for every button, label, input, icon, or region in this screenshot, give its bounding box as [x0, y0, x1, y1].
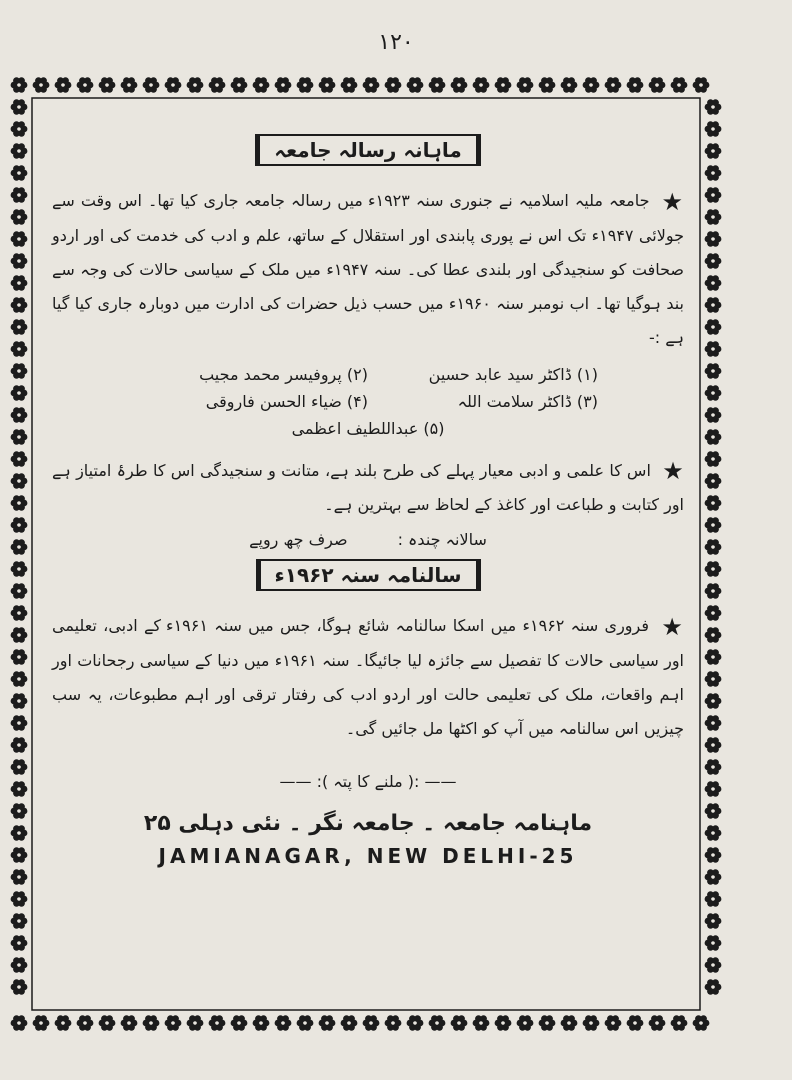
- border-flower: [209, 77, 226, 92]
- border-flower: [473, 1015, 490, 1030]
- border-flower: [11, 957, 28, 972]
- border-flower: [627, 77, 644, 92]
- border-flower: [407, 77, 424, 92]
- border-flower: [297, 1015, 314, 1030]
- border-flower: [165, 1015, 182, 1030]
- border-flower: [297, 77, 314, 92]
- border-flower: [209, 1015, 226, 1030]
- border-flower: [705, 275, 722, 290]
- border-flower: [705, 297, 722, 312]
- editor-3: (۳) ڈاکٹر سلامت اللہ: [457, 391, 598, 411]
- border-flower: [77, 77, 94, 92]
- border-flower: [473, 77, 490, 92]
- border-flower: [11, 297, 28, 312]
- border-flower: [11, 209, 28, 224]
- border-flower: [11, 803, 28, 818]
- intro-paragraph: [52, 184, 684, 355]
- border-flower: [705, 209, 722, 224]
- border-flower: [705, 143, 722, 158]
- border-flower: [11, 429, 28, 444]
- border-flower: [275, 1015, 292, 1030]
- border-flower: [11, 737, 28, 752]
- border-flower: [705, 341, 722, 356]
- border-flower: [11, 77, 28, 92]
- border-flower: [451, 1015, 468, 1030]
- border-flower: [495, 77, 512, 92]
- border-flower: [649, 77, 666, 92]
- border-flower: [705, 561, 722, 576]
- border-flower: [705, 979, 722, 994]
- editor-5: (۵) عبداللطیف اعظمی: [291, 418, 445, 438]
- subscription-row: [52, 530, 684, 549]
- border-flower: [11, 341, 28, 356]
- border-flower: [11, 143, 28, 158]
- border-flower: [11, 847, 28, 862]
- border-flower: [561, 1015, 578, 1030]
- border-flower: [363, 77, 380, 92]
- border-flower: [11, 363, 28, 378]
- border-flower: [55, 1015, 72, 1030]
- border-flower: [705, 451, 722, 466]
- border-flower: [187, 77, 204, 92]
- border-flower: [363, 1015, 380, 1030]
- border-flower: [11, 605, 28, 620]
- border-flower: [11, 913, 28, 928]
- border-flower: [693, 1015, 710, 1030]
- border-flower: [705, 847, 722, 862]
- border-flower: [11, 231, 28, 246]
- border-flower: [705, 891, 722, 906]
- border-flower: [705, 473, 722, 488]
- border-flower: [705, 649, 722, 664]
- border-flower: [11, 825, 28, 840]
- border-flower: [11, 715, 28, 730]
- editors-list: [138, 365, 598, 438]
- heading-box: [52, 134, 684, 166]
- border-flower: [11, 671, 28, 686]
- border-flower: [451, 77, 468, 92]
- border-flower: [429, 77, 446, 92]
- subscription-label: سالانہ چندہ :: [397, 530, 487, 549]
- border-flower: [705, 781, 722, 796]
- border-flower: [143, 77, 160, 92]
- border-flower: [705, 605, 722, 620]
- heading-monthly-jamia: ماہانہ رسالہ جامعہ: [255, 134, 481, 166]
- border-flower: [407, 1015, 424, 1030]
- intro-text: جامعہ ملیہ اسلامیہ نے جنوری سنہ ۱۹۲۳ء میں رسالہ جامعہ جاری کیا تھا۔ اس وقت سے جولائی ۱۹۴۷ء تک اس نے پوری پابندی اور استقلال کے ساتھ، علم و ادب کی خدمت کی اور اردو صحافت کو سنجیدگی اور بلندی عطا کی۔ سنہ ۱۹۴۷ء میں ملک کے سیاسی حالات کی وجہ سے بند ہوگیا تھا۔ اب نومبر سنہ ۱۹۶۰ء میں حسب ذیل حضرات کی ادارت میں دوبارہ جاری کیا گیا ہے :-: [52, 191, 685, 347]
- border-flower: [705, 759, 722, 774]
- border-flower: [705, 319, 722, 334]
- border-flower: [385, 1015, 402, 1030]
- border-flower: [705, 429, 722, 444]
- border-flower: [319, 77, 336, 92]
- border-flower: [429, 1015, 446, 1030]
- border-flower: [11, 121, 28, 136]
- border-flower: [583, 77, 600, 92]
- border-flower: [385, 77, 402, 92]
- border-flower: [11, 473, 28, 488]
- border-flower: [11, 869, 28, 884]
- border-flower: [11, 539, 28, 554]
- border-flower: [121, 77, 138, 92]
- border-flower: [11, 165, 28, 180]
- border-flower: [11, 693, 28, 708]
- border-flower: [705, 671, 722, 686]
- border-flower: [705, 187, 722, 202]
- border-flower: [99, 1015, 116, 1030]
- border-flower: [705, 495, 722, 510]
- border-flower: [33, 77, 50, 92]
- border-flower: [231, 77, 248, 92]
- border-flower: [693, 77, 710, 92]
- border-flower: [99, 77, 116, 92]
- border-flower: [671, 1015, 688, 1030]
- border-flower: [11, 275, 28, 290]
- border-flower: [11, 253, 28, 268]
- border-flower: [11, 935, 28, 950]
- page-number: ١٢٠: [378, 30, 414, 55]
- border-flower: [319, 1015, 336, 1030]
- border-flower: [705, 825, 722, 840]
- border-flower: [705, 121, 722, 136]
- border-flower: [275, 77, 292, 92]
- border-flower: [253, 77, 270, 92]
- border-flower: [705, 253, 722, 268]
- border-flower: [705, 165, 722, 180]
- border-flower: [705, 517, 722, 532]
- border-flower: [627, 1015, 644, 1030]
- border-flower: [11, 407, 28, 422]
- border-flower: [143, 1015, 160, 1030]
- standard-text: اس کا علمی و ادبی معیار پہلے کی طرح بلند ہے، متانت و سنجیدگی اس کا طرۂ امتیاز ہے اور کتابت و طباعت اور کاغذ کے لحاظ سے بہترین ہے۔: [52, 460, 684, 514]
- border-flower: [561, 77, 578, 92]
- border-flower: [517, 1015, 534, 1030]
- border-flower: [11, 319, 28, 334]
- border-flower: [705, 99, 722, 114]
- star-icon: ★: [661, 612, 685, 641]
- border-flower: [583, 1015, 600, 1030]
- border-flower: [705, 385, 722, 400]
- border-flower: [705, 407, 722, 422]
- border-flower: [11, 385, 28, 400]
- border-flower: [11, 187, 28, 202]
- address-urdu: ماہنامہ جامعہ ۔ جامعہ نگر ۔ نئی دہلی ۲۵: [143, 810, 593, 836]
- heading-annual: سالنامہ سنہ ۱۹۶۲ء: [256, 559, 481, 591]
- subscription-value: صرف چھ روپے: [249, 530, 348, 549]
- editor-1: (۱) ڈاکٹر سید عابد حسین: [428, 364, 598, 384]
- address-english: JAMIANAGAR, NEW DELHI-25: [158, 843, 578, 868]
- heading-box-2: [52, 559, 684, 591]
- annual-paragraph: [52, 609, 684, 746]
- border-flower: [11, 649, 28, 664]
- border-flower: [705, 363, 722, 378]
- border-flower: [11, 517, 28, 532]
- border-flower: [11, 759, 28, 774]
- border-flower: [705, 737, 722, 752]
- border-flower: [705, 935, 722, 950]
- border-flower: [11, 99, 28, 114]
- border-flower: [705, 715, 722, 730]
- border-flower: [705, 539, 722, 554]
- border-flower: [341, 1015, 358, 1030]
- border-flower: [165, 77, 182, 92]
- border-flower: [11, 451, 28, 466]
- border-flower: [187, 1015, 204, 1030]
- border-flower: [605, 1015, 622, 1030]
- border-flower: [11, 781, 28, 796]
- border-flower: [705, 803, 722, 818]
- standard-paragraph: [52, 454, 684, 523]
- border-flower: [705, 583, 722, 598]
- advertisement-body: [52, 128, 684, 868]
- border-flower: [605, 77, 622, 92]
- border-flower: [539, 77, 556, 92]
- border-flower: [77, 1015, 94, 1030]
- border-flower: [253, 1015, 270, 1030]
- border-flower: [11, 495, 28, 510]
- border-flower: [705, 957, 722, 972]
- border-flower: [33, 1015, 50, 1030]
- address-label: —— :( ملنے کا پتہ ): ——: [279, 771, 457, 791]
- border-flower: [649, 1015, 666, 1030]
- editor-2: (۲) پروفیسر محمد مجیب: [199, 364, 368, 384]
- editor-4: (۴) ضیاء الحسن فاروقی: [205, 391, 368, 411]
- star-icon: ★: [661, 187, 684, 216]
- annual-text: فروری سنہ ۱۹۶۲ء میں اسکا سالنامہ شائع ہوگا، جس میں سنہ ۱۹۶۱ء کے ادبی، تعلیمی اور سیاسی حالات کا تفصیل سے جائزہ لیا جائیگا۔ سنہ ۱۹۶۱ء میں دنیا کے سیاسی رجحانات اور اہم واقعات، ملک کی تعلیمی حالت اور اردو ادب کی رفتار ترقی اور اہم مطبوعات، یہ سب چیزیں اس سالنامہ میں آپ کو اکٹھا مل جائیں گی۔: [52, 616, 684, 738]
- border-flower: [11, 1015, 28, 1030]
- border-flower: [11, 561, 28, 576]
- border-flower: [121, 1015, 138, 1030]
- border-flower: [705, 869, 722, 884]
- border-flower: [539, 1015, 556, 1030]
- border-flower: [495, 1015, 512, 1030]
- border-flower: [705, 693, 722, 708]
- border-flower: [705, 231, 722, 246]
- border-flower: [11, 583, 28, 598]
- border-flower: [341, 77, 358, 92]
- border-flower: [231, 1015, 248, 1030]
- border-flower: [11, 891, 28, 906]
- border-flower: [517, 77, 534, 92]
- border-flower: [11, 627, 28, 642]
- border-flower: [55, 77, 72, 92]
- star-icon: ★: [662, 457, 684, 485]
- border-flower: [671, 77, 688, 92]
- border-flower: [11, 979, 28, 994]
- border-flower: [705, 627, 722, 642]
- border-flower: [705, 913, 722, 928]
